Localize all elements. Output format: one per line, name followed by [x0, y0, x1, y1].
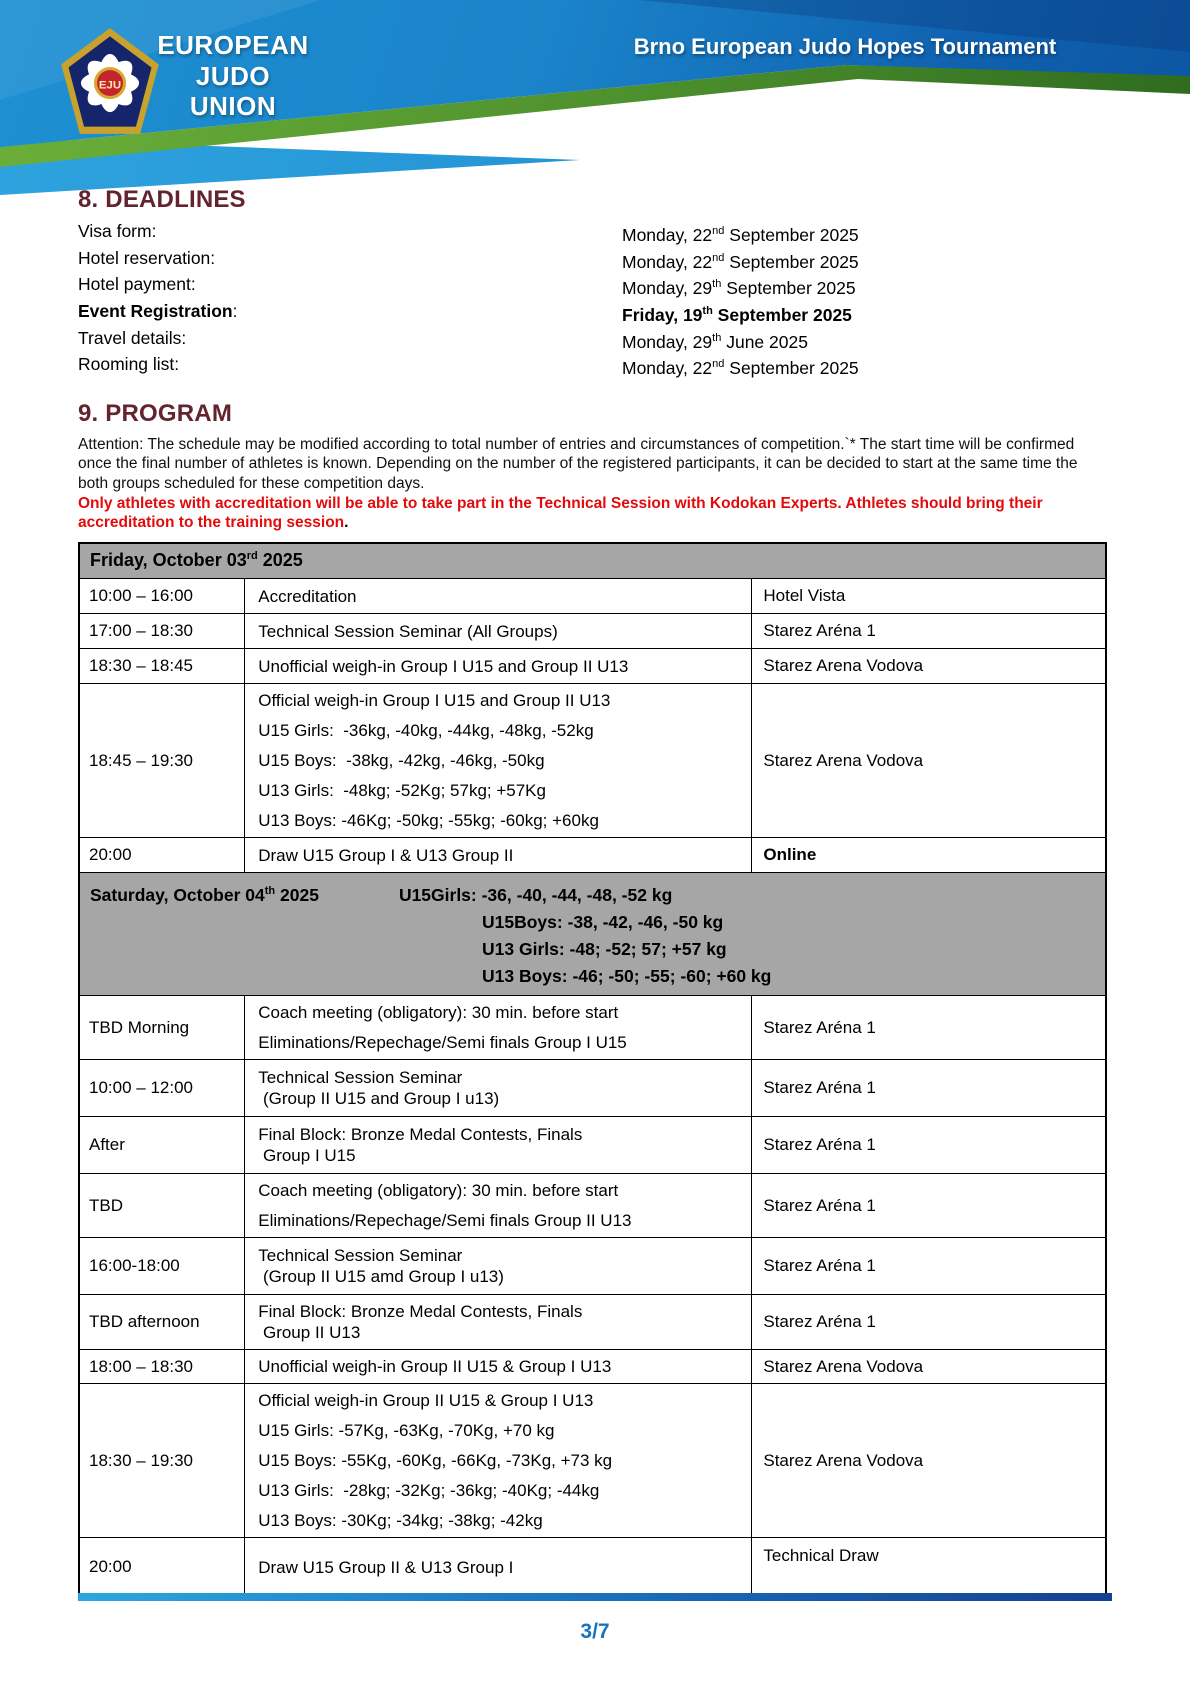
schedule-location: Starez Arena Vodova [752, 649, 1106, 684]
deadline-value: Monday, 22nd September 2025 [622, 251, 859, 272]
schedule-activity-line: Unofficial weigh-in Group I U15 and Group II U13 [258, 656, 629, 676]
schedule-activity [245, 614, 752, 649]
deadline-row [78, 247, 1107, 274]
deadline-label: Visa form: [78, 221, 157, 241]
schedule-row [79, 838, 1106, 873]
schedule-time: 10:00 – 12:00 [79, 1060, 245, 1117]
schedule-activity-line: Draw U15 Group II & U13 Group I [258, 1557, 514, 1577]
schedule-row [79, 1174, 1106, 1238]
schedule-time: After [79, 1117, 245, 1174]
day2-weights-u15girls: U15Girls: -36, -40, -44, -48, -52 kg [398, 885, 673, 906]
schedule-time: 18:00 – 18:30 [79, 1350, 245, 1384]
day1-date: Friday, October 03rd 2025 [79, 543, 1106, 579]
schedule-activity-line: Official weigh-in Group II U15 & Group I U13 [258, 1391, 594, 1411]
schedule-activity [245, 1384, 752, 1538]
schedule-location: Starez Aréna 1 [752, 1238, 1106, 1295]
deadline-label: Hotel reservation: [78, 247, 216, 268]
deadline-value: Monday, 29th June 2025 [622, 331, 808, 352]
accreditation-warning [78, 494, 1107, 533]
day2-weights-u13boys: U13 Boys: -46; -50; -55; -60; +60 kg [482, 966, 772, 987]
schedule-location: Starez Aréna 1 [752, 1060, 1106, 1117]
schedule-activity-line: U13 Boys: -30Kg; -34kg; -38kg; -42kg [258, 1511, 543, 1531]
schedule-activity-line: U13 Girls: -28kg; -32Kg; -36kg; -40Kg; -44kg [258, 1481, 600, 1501]
schedule-activity-line: Eliminations/Repechage/Semi finals Group II U13 [258, 1211, 632, 1231]
deadline-row [78, 273, 1107, 300]
deadline-value: Monday, 22nd September 2025 [622, 224, 859, 245]
deadline-value: Monday, 29th September 2025 [622, 278, 856, 299]
schedule-location: Starez Arena Vodova [752, 1384, 1106, 1538]
schedule-activity-line: (Group II U15 amd Group I u13) [258, 1267, 504, 1287]
schedule-time: 18:45 – 19:30 [79, 684, 245, 838]
deadline-row [78, 300, 1107, 327]
deadline-label: Rooming list: [78, 354, 180, 375]
schedule-row [79, 579, 1106, 614]
schedule-time: TBD [79, 1174, 245, 1238]
schedule-location: Starez Aréna 1 [752, 1174, 1106, 1238]
schedule-activity-line: U15 Boys: -55Kg, -60Kg, -66Kg, -73Kg, +73 kg [258, 1451, 613, 1471]
footer-divider-bar [78, 1593, 1112, 1601]
schedule-location: Online [752, 838, 1106, 873]
schedule-activity-line: Technical Session Seminar (All Groups) [258, 621, 558, 641]
schedule-activity-line: Technical Session Seminar [258, 1068, 463, 1088]
schedule-row [79, 996, 1106, 1060]
schedule-activity [245, 1295, 752, 1350]
deadline-label: Hotel payment: [78, 274, 196, 295]
schedule-activity-line: Accreditation [258, 586, 357, 606]
schedule-time: 18:30 – 19:30 [79, 1384, 245, 1538]
schedule-activity [245, 1060, 752, 1117]
warning-period: . [344, 514, 349, 532]
schedule-activity-line: Final Block: Bronze Medal Contests, Finals [258, 1125, 583, 1145]
logo-wordmark [156, 30, 310, 122]
deadline-value: Friday, 19th September 2025 [622, 304, 852, 325]
schedule-location: Starez Aréna 1 [752, 1295, 1106, 1350]
schedule-row [79, 1238, 1106, 1295]
schedule-activity-line: U15 Girls: -57Kg, -63Kg, -70Kg, +70 kg [258, 1421, 555, 1441]
schedule-time: 10:00 – 16:00 [79, 579, 245, 614]
deadline-label: Travel details: [78, 327, 187, 348]
schedule-location: Starez Arena Vodova [752, 684, 1106, 838]
schedule-time: TBD afternoon [79, 1295, 245, 1350]
day2-weights-u13girls: U13 Girls: -48; -52; 57; +57 kg [482, 939, 727, 960]
schedule-activity [245, 1238, 752, 1295]
schedule-table [78, 542, 1107, 1599]
schedule-activity [245, 1174, 752, 1238]
schedule-location: Technical Draw [752, 1538, 1106, 1598]
eju-logo-icon [58, 26, 162, 136]
schedule-activity-line: Official weigh-in Group I U15 and Group II U13 [258, 691, 611, 711]
deadlines-heading: 8. DEADLINES [78, 186, 246, 213]
schedule-row [79, 1350, 1106, 1384]
schedule-activity-line: Coach meeting (obligatory): 30 min. before start [258, 1003, 619, 1023]
schedule-activity-line: Coach meeting (obligatory): 30 min. before start [258, 1181, 619, 1201]
program-attention-note: Attention: The schedule may be modified according to total number of entries and circumstances of competition.`* The start time will be confirmed once the final number of athletes is known. Depending on the number of the registered participants, it can be decided to start at the same time the both groups scheduled for these competition days. [78, 435, 1082, 492]
schedule-row [79, 1117, 1106, 1174]
page-content [78, 186, 1107, 1599]
logo-line-3: UNION [189, 91, 277, 122]
schedule-activity-line: Unofficial weigh-in Group II U15 & Group I U13 [258, 1357, 612, 1377]
day2-weights-u15boys: U15Boys: -38, -42, -46, -50 kg [482, 912, 724, 933]
schedule-activity [245, 684, 752, 838]
schedule-time: 16:00-18:00 [79, 1238, 245, 1295]
page-number: 3/7 [580, 1620, 610, 1643]
schedule-row [79, 684, 1106, 838]
tournament-title: Brno European Judo Hopes Tournament [633, 34, 1057, 59]
schedule-time: 17:00 – 18:30 [79, 614, 245, 649]
warning-text: Only athletes with accreditation will be able to take part in the Technical Session with Kodokan Experts. Athletes should bring their accreditation to the training session [78, 494, 1047, 532]
schedule-time: 20:00 [79, 838, 245, 873]
schedule-activity [245, 1350, 752, 1384]
schedule-row [79, 1295, 1106, 1350]
schedule-activity-line: (Group II U15 and Group I u13) [258, 1089, 500, 1109]
schedule-location: Hotel Vista [752, 579, 1106, 614]
schedule-row [79, 1384, 1106, 1538]
deadline-label: Event Registration: [78, 300, 238, 321]
schedule-location: Starez Aréna 1 [752, 1117, 1106, 1174]
deadline-value: Monday, 22nd September 2025 [622, 357, 859, 378]
header-banner [0, 0, 1190, 195]
schedule-activity [245, 838, 752, 873]
schedule-row [79, 1060, 1106, 1117]
schedule-activity [245, 1117, 752, 1174]
schedule-row [79, 649, 1106, 684]
day2-header-row [79, 873, 1106, 996]
schedule-activity-line: U15 Girls: -36kg, -40kg, -44kg, -48kg, -52kg [258, 721, 594, 741]
deadline-row [78, 353, 1107, 380]
schedule-activity-line: Group II U13 [258, 1323, 361, 1343]
schedule-time: TBD Morning [79, 996, 245, 1060]
deadlines-list [78, 220, 1107, 380]
logo-line-1: EUROPEAN [157, 30, 309, 60]
schedule-activity-line: Group I U15 [258, 1146, 356, 1166]
schedule-location: Starez Aréna 1 [752, 614, 1106, 649]
deadline-row [78, 220, 1107, 247]
day2-date-and-weights [79, 873, 1106, 996]
schedule-activity [245, 579, 752, 614]
eju-emblem-letters: EJU [98, 79, 122, 92]
day2-date: Saturday, October 04th 2025 [90, 885, 319, 906]
schedule-activity-line: Draw U15 Group I & U13 Group II [258, 845, 514, 865]
schedule-row [79, 614, 1106, 649]
schedule-location: Starez Arena Vodova [752, 1350, 1106, 1384]
schedule-activity-line: Technical Session Seminar [258, 1246, 463, 1266]
day1-header-row [79, 543, 1106, 579]
schedule-activity [245, 1538, 752, 1598]
schedule-activity-line: Final Block: Bronze Medal Contests, Finals [258, 1302, 583, 1322]
schedule-time: 18:30 – 18:45 [79, 649, 245, 684]
logo-line-2: JUDO [195, 60, 271, 91]
deadline-row [78, 327, 1107, 354]
schedule-activity-line: U13 Girls: -48kg; -52Kg; 57kg; +57Kg [258, 781, 546, 801]
schedule-location: Starez Aréna 1 [752, 996, 1106, 1060]
schedule-time: 20:00 [79, 1538, 245, 1598]
schedule-activity-line: U15 Boys: -38kg, -42kg, -46kg, -50kg [258, 751, 545, 771]
schedule-activity [245, 996, 752, 1060]
schedule-activity-line: U13 Boys: -46Kg; -50kg; -55kg; -60kg; +60kg [258, 811, 599, 831]
schedule-activity-line: Eliminations/Repechage/Semi finals Group I U15 [258, 1033, 627, 1053]
schedule-row [79, 1538, 1106, 1598]
schedule-activity [245, 649, 752, 684]
program-heading: 9. PROGRAM [78, 399, 233, 427]
